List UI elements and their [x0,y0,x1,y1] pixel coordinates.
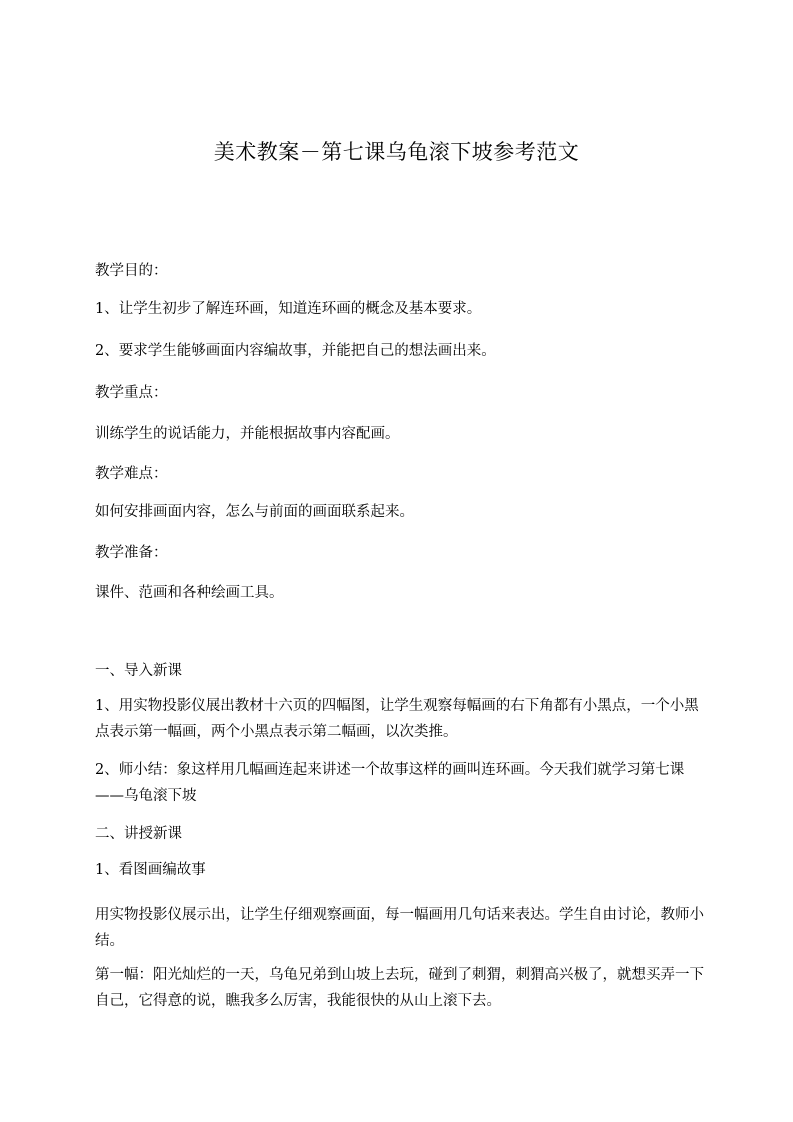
objective-item-1: 1、让学生初步了解连环画，知道连环画的概念及基本要求。 [95,301,482,317]
section-intro-heading: 一、导入新课 [95,663,182,679]
teaching-item-1: 1、看图画编故事 [95,862,206,878]
section-teaching-heading: 二、讲授新课 [95,826,182,842]
intro-item-1: 1、用实物投影仪展出教材十六页的四幅图，让学生观察每幅画的右下角都有小黑点，一个小黑点表示第一幅画，两个小黑点表示第二幅画，以次类推。 [95,698,699,740]
page-title: 美术教案－第七课乌龟滚下坡参考范文 [213,140,580,164]
heading-objectives: 教学目的： [95,263,168,279]
teaching-paragraph-2: 第一幅：阳光灿烂的一天，乌龟兄弟到山坡上去玩，碰到了刺猬，刺猬高兴极了，就想买弄一下自己，它得意的说，瞧我多么厉害，我能很快的从山上滚下去。 [95,967,704,1009]
key-points-text: 训练学生的说话能力，并能根据故事内容配画。 [95,426,400,442]
heading-key-points: 教学重点： [95,385,168,401]
objective-item-2: 2、要求学生能够画面内容编故事，并能把自己的想法画出来。 [95,343,496,359]
preparation-text: 课件、范画和各种绘画工具。 [95,585,284,601]
heading-preparation: 教学准备： [95,545,168,561]
teaching-paragraph-1: 用实物投影仪展示出，让学生仔细观察画面，每一幅画用几句话来表达。学生自由讨论，教师小结。 [95,907,704,949]
intro-item-2: 2、师小结：象这样用几幅画连起来讲述一个故事这样的画叫连环画。今天我们就学习第七课——乌龟滚下坡 [95,762,685,804]
heading-difficulties: 教学难点： [95,466,168,482]
difficulties-text: 如何安排画面内容，怎么与前面的画面联系起来。 [95,504,414,520]
